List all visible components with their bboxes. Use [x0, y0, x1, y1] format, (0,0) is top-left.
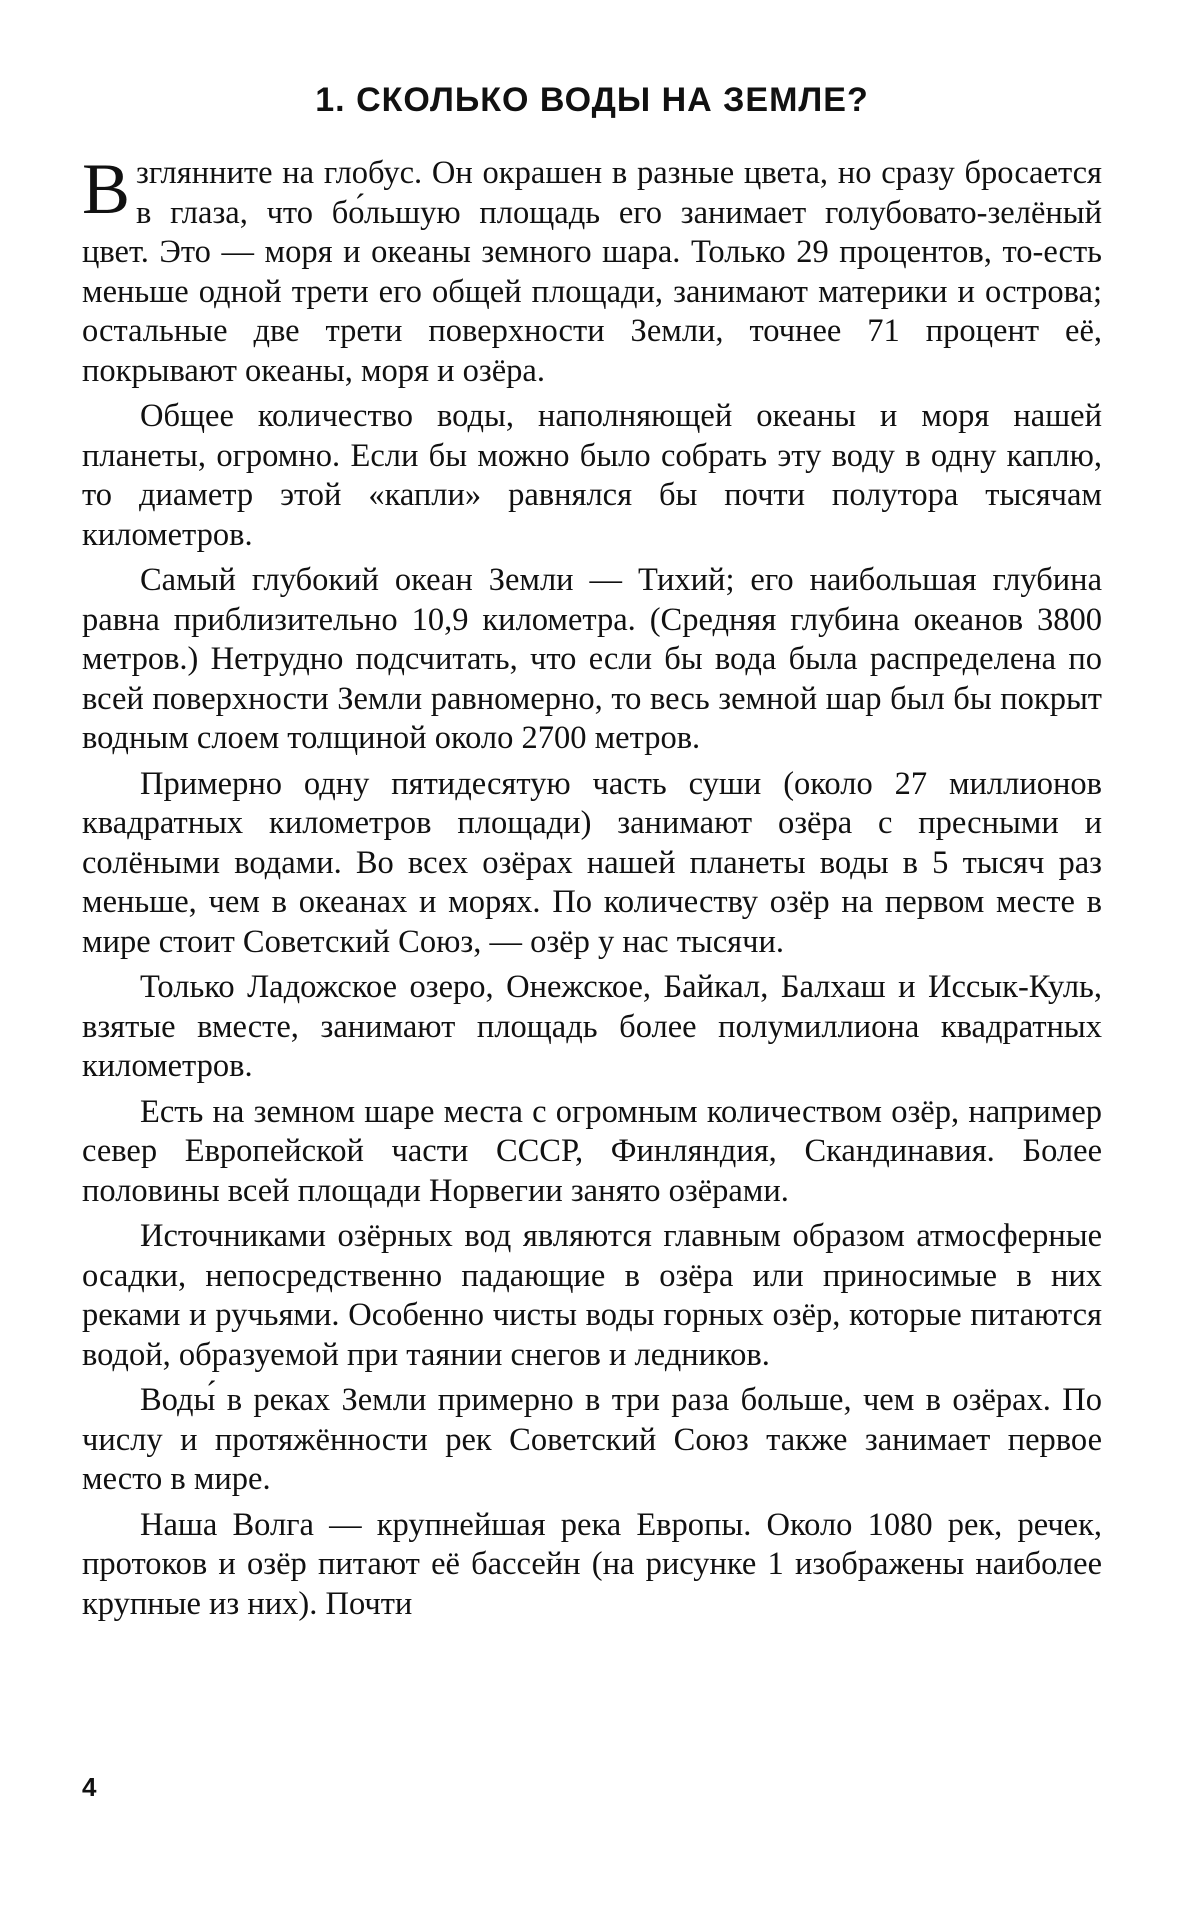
- drop-cap: В: [82, 149, 131, 229]
- first-paragraph: [82, 149, 1102, 391]
- paragraph: Источниками озёрных вод являются главным образом атмосферные осадки, непосредственно падающие в озёра или приносимые в них реками и ручьями. Особенно чисты воды горных озёр, которые питаются водой, образуемой при таянии снегов и ледников.: [82, 1218, 1102, 1373]
- paragraph: Только Ладожское озеро, Онежское, Байкал, Балхаш и Иссык-Куль, взятые вместе, занимают площадь более полумиллиона квадратных километров.: [82, 969, 1102, 1084]
- page-number: 4: [82, 1772, 97, 1802]
- paragraph: Общее количество воды, наполняющей океаны и моря нашей планеты, огромно. Если бы можно было собрать эту воду в одну каплю, то диаметр этой «капли» равнялся бы почти полутора тысячам километров.: [82, 398, 1102, 553]
- first-paragraph-text: зглянните на глобус. Он окрашен в разные цвета, но сразу бросается в глаза, что бо́льшую площадь его занимает голубовато-зелёный цвет. Это — моря и океаны земного шара. Только 29 процентов, то-есть меньше одной трети его общей площади, занимают материки и острова; остальные две трети поверхности Земли, точнее 71 процент её, покрывают океаны, моря и озёра.: [82, 155, 1102, 389]
- book-page: [82, 80, 1102, 1630]
- chapter-title: 1. СКОЛЬКО ВОДЫ НА ЗЕМЛЕ?: [315, 81, 869, 119]
- paragraph: Воды́ в реках Земли примерно в три раза больше, чем в озёрах. По числу и протяжённости рек Советский Союз также занимает первое место в мире.: [82, 1382, 1102, 1497]
- body-text: [82, 149, 1102, 1624]
- paragraph: Самый глубокий океан Земли — Тихий; его наибольшая глубина равна приблизительно 10,9 километра. (Средняя глубина океанов 3800 метров.) Нетрудно подсчитать, что если бы вода была распределена по всей поверхности Земли равномерно, то весь земной шар был бы покрыт водным слоем толщиной около 2700 метров.: [82, 562, 1102, 756]
- paragraph: Примерно одну пятидесятую часть суши (около 27 миллионов квадратных километров площади) занимают озёра с пресными и солёными водами. Во всех озёрах нашей планеты воды в 5 тысяч раз меньше, чем в океанах и морях. По количеству озёр на первом месте в мире стоит Советский Союз, — озёр у нас тысячи.: [82, 765, 1102, 960]
- paragraph: Наша Волга — крупнейшая река Европы. Около 1080 рек, речек, протоков и озёр питают её бассейн (на рисунке 1 изображены наиболее крупные из них). Почти: [82, 1506, 1102, 1622]
- paragraph: Есть на земном шаре места с огромным количеством озёр, например север Европейской части СССР, Финляндия, Скандинавия. Более половины всей площади Норвегии занято озёрами.: [82, 1093, 1102, 1209]
